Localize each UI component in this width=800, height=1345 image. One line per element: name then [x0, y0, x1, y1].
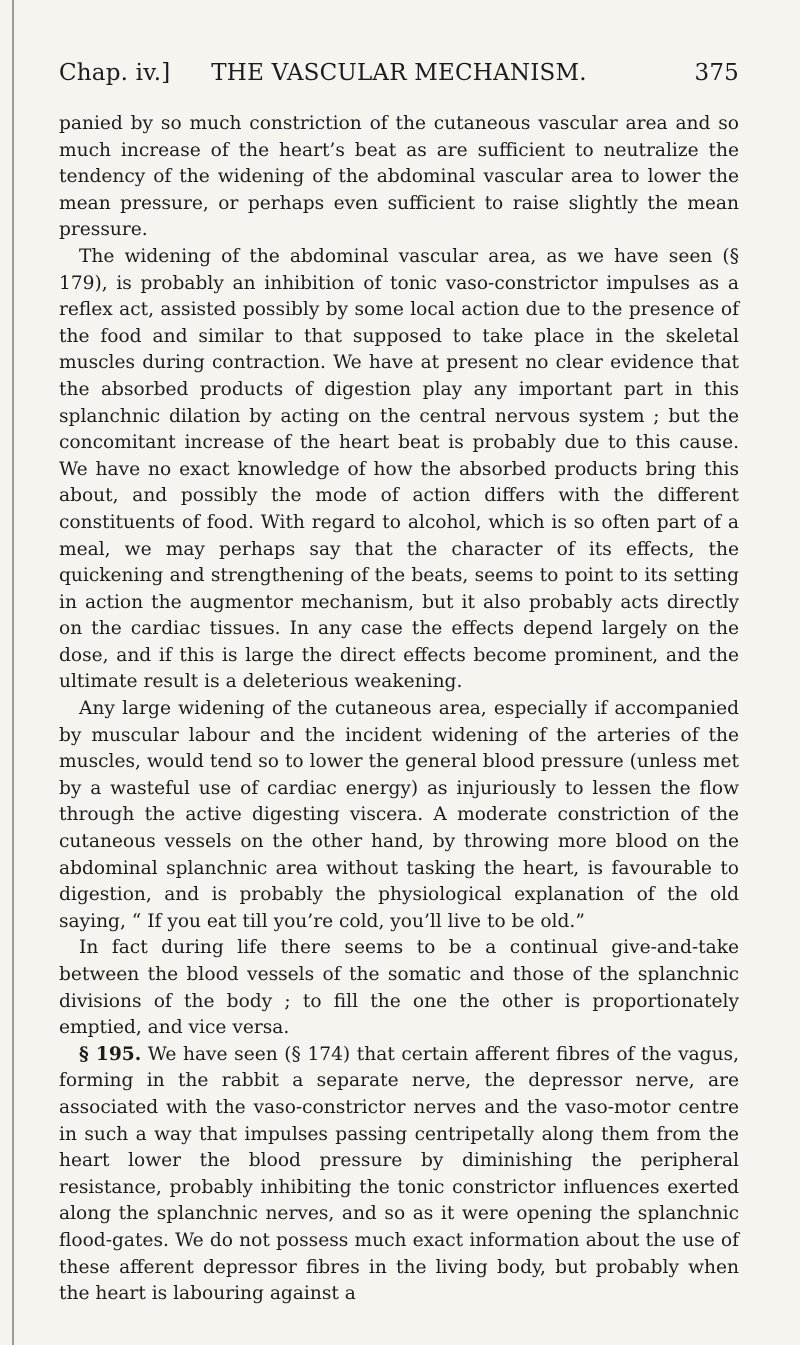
- running-title: THE VASCULAR MECHANISM.: [211, 60, 587, 86]
- paragraph: [59, 244, 739, 696]
- section-number: § 195.: [79, 1043, 142, 1065]
- paragraph-text: panied by so much constriction of the cutaneous vascular area and so much increase of the heart’s beat as are sufficient to neutralize the tendency of the widening of the abdominal vascular area to lower the mean pressure, or perhaps even sufficient to raise slightly the mean pressure.: [59, 113, 739, 241]
- paragraph-continuation: [59, 111, 739, 244]
- body-text: [59, 111, 739, 1308]
- paragraph: [59, 696, 739, 935]
- running-header: [59, 60, 739, 96]
- paragraph-section-195: [59, 1042, 739, 1308]
- chapter-label: Chap. iv.]: [59, 60, 171, 86]
- paragraph: [59, 935, 739, 1041]
- page-edge-line: [12, 0, 14, 1345]
- page-number: 375: [694, 60, 739, 86]
- paragraph-text: The widening of the abdominal vascular area, as we have seen (§ 179), is probably an inhibition of tonic vaso-constrictor impulses as a reflex act, assisted possibly by some local action due to the presence of the food and similar to that supposed to take place in the skeletal muscles during contraction. We have at present no clear evidence that the absorbed products of digestion play any important part in this splanchnic dilation by acting on the central nervous system ; but the concomitant increase of the heart beat is probably due to this cause. We have no exact knowledge of how the absorbed products bring this about, and possibly the mode of action differs with the different constituents of food. With regard to alcohol, which is so often part of a meal, we may perhaps say that the character of its effects, the quickening and strengthening of the beats, seems to point to its setting in action the augmentor mechanism, but it also probably acts directly on the cardiac tissues. In any case the effects depend largely on the dose, and if this is large the direct effects become prominent, and the ultimate result is a deleterious weakening.: [59, 245, 739, 693]
- paragraph-text: In fact during life there seems to be a continual give-and-take between the blood vessels of the somatic and those of the splanchnic divisions of the body ; to fill the one the other is proportionately emptied, and vice versa.: [59, 937, 739, 1039]
- paragraph-text: We have seen (§ 174) that certain afferent fibres of the vagus, forming in the rabbit a separate nerve, the depressor nerve, are associated with the vaso-constrictor nerves and the vaso-motor centre in such a way that impulses passing centripetally along them from the heart lower the blood pressure by diminishing the peripheral resistance, probably inhibiting the tonic constrictor influences exerted along the splanchnic nerves, and so as it were opening the splanchnic flood-gates. We do not possess much exact information about the use of these afferent depressor fibres in the living body, but probably when the heart is labouring against a: [59, 1043, 740, 1305]
- paragraph-text: Any large widening of the cutaneous area, especially if accompanied by muscular labour and the incident widening of the arteries of the muscles, would tend so to lower the general blood pressure (unless met by a wasteful use of cardiac energy) as injuriously to lessen the flow through the active digesting viscera. A moderate constriction of the cutaneous vessels on the other hand, by throwing more blood on the abdominal splanchnic area without tasking the heart, is favourable to digestion, and is probably the physiological explanation of the old saying, “ If you eat till you’re cold, you’ll live to be old.”: [59, 698, 739, 932]
